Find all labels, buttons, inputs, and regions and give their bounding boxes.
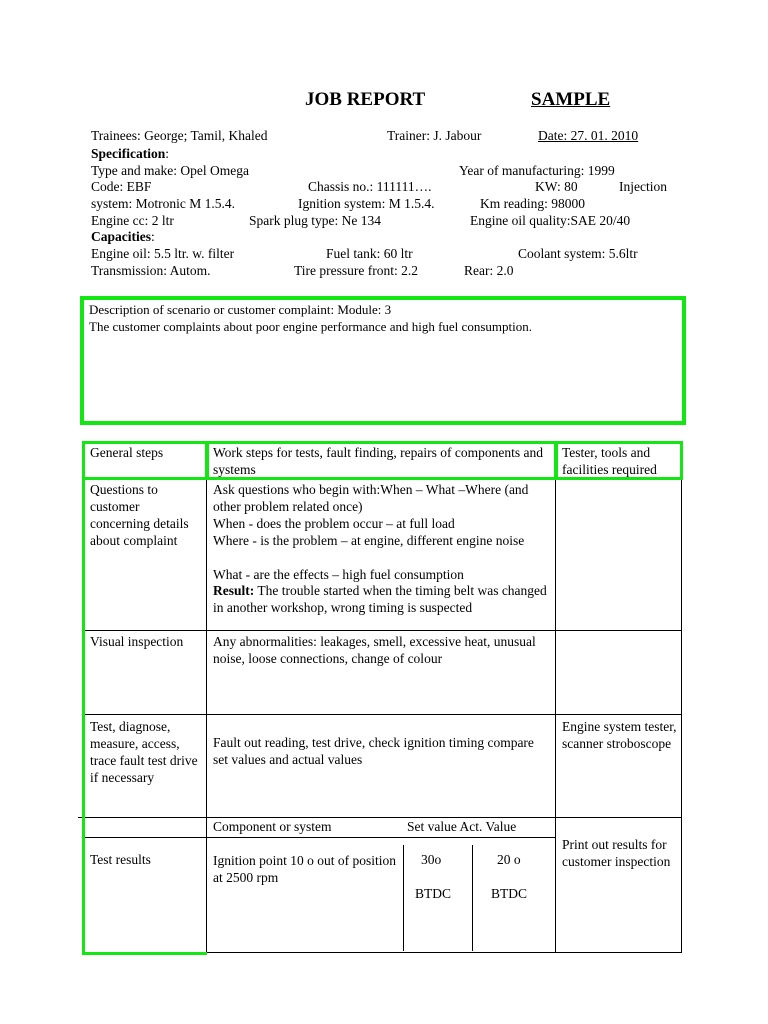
row1-result — [213, 582, 551, 616]
injection-label: Injection — [619, 179, 667, 194]
specification-heading: Specification: — [91, 146, 170, 161]
code: Code: EBF — [91, 179, 152, 194]
header-work-steps: Work steps for tests, fault finding, repairs of components and systems — [213, 445, 543, 477]
component-or-system-header: Component or system — [213, 819, 332, 834]
bottom-highlight-stripe — [82, 952, 207, 955]
row1-step-4: What - are the effects – high fuel consumption — [213, 567, 464, 582]
row1-step-3: Where - is the problem – at engine, different engine noise — [213, 533, 525, 548]
row2-text: Any abnormalities: leakages, smell, excessive heat, unusual noise, loose connections, change of colour — [213, 634, 536, 666]
table-border-bottom — [206, 952, 682, 953]
year-of-manufacturing: Year of manufacturing: 1999 — [459, 163, 615, 178]
table-divider-2 — [555, 444, 556, 953]
row1-label: Questions to customer concerning details about complaint — [90, 482, 189, 548]
engine-cc: Engine cc: 2 ltr — [91, 213, 174, 228]
date-text: Date: 27. 01. 2010 — [538, 128, 639, 143]
capacities-heading-label: Capacities — [91, 229, 151, 244]
row-divider-1 — [84, 630, 682, 631]
tire-pressure-rear: Rear: 2.0 — [464, 263, 514, 278]
spark-plug-type: Spark plug type: Ne 134 — [249, 213, 381, 228]
row4-tools: Print out results for customer inspection — [562, 837, 671, 869]
trainer-text: Trainer: J. Jabour — [387, 128, 482, 143]
set-value: 30o — [421, 852, 442, 867]
act-value-divider — [472, 845, 473, 951]
set-value-unit: BTDC — [415, 886, 452, 901]
transmission: Transmission: Autom. — [91, 263, 211, 278]
table-border-right — [681, 444, 682, 953]
specification-heading-label: Specification — [91, 146, 166, 161]
trainees-text: Trainees: George; Tamil, Khaled — [91, 128, 268, 143]
scenario-description: The customer complaints about poor engine performance and high fuel consumption. — [89, 319, 532, 334]
ignition-system: Ignition system: M 1.5.4. — [298, 196, 435, 211]
row1-step-2: When - does the problem occur – at full load — [213, 516, 455, 531]
injection-system: system: Motronic M 1.5.4. — [91, 196, 235, 211]
header-general-steps: General steps — [90, 445, 164, 460]
sample-label: SAMPLE — [531, 89, 611, 110]
act-value-unit: BTDC — [491, 886, 528, 901]
row-divider-3 — [78, 817, 682, 818]
set-act-value-header: Set value Act. Value — [407, 819, 517, 834]
test-results-label: Test results — [90, 852, 151, 867]
row-divider-4 — [84, 837, 556, 838]
type-make: Type and make: Opel Omega — [91, 163, 249, 178]
capacities-heading: Capacities: — [91, 229, 155, 244]
row3-tools: Engine system tester, scanner stroboscope — [562, 719, 677, 751]
header-tools: Tester, tools and facilities required — [562, 445, 657, 477]
result-label: Result: — [213, 583, 255, 598]
row2-label: Visual inspection — [90, 634, 184, 649]
engine-oil-quality: Engine oil quality:SAE 20/40 — [470, 213, 631, 228]
chassis-number: Chassis no.: 111111…. — [308, 179, 432, 194]
fuel-tank: Fuel tank: 60 ltr — [326, 246, 413, 261]
engine-oil-capacity: Engine oil: 5.5 ltr. w. filter — [91, 246, 235, 261]
row-divider-2 — [84, 714, 682, 715]
ignition-point-text: Ignition point 10 o out of position at 2500 rpm — [213, 853, 397, 885]
act-value: 20 o — [497, 852, 521, 867]
scenario-heading: Description of scenario or customer complaint: Module: 3 — [89, 302, 392, 317]
result-text: The trouble started when the timing belt was changed in another workshop, wrong timing is suspected — [213, 583, 547, 615]
set-value-divider — [403, 845, 404, 951]
tire-pressure-front: Tire pressure front: 2.2 — [294, 263, 418, 278]
report-title: JOB REPORT — [305, 89, 426, 110]
row3-label: Test, diagnose, measure, access, trace fault test drive if necessary — [90, 719, 198, 785]
kw: KW: 80 — [535, 179, 578, 194]
km-reading: Km reading: 98000 — [480, 196, 585, 211]
left-highlight-stripe — [82, 476, 85, 955]
row1-step-1: Ask questions who begin with:When – What –Where (and other problem related once) — [213, 482, 529, 514]
coolant-system: Coolant system: 5.6ltr — [518, 246, 638, 261]
row3-text: Fault out reading, test drive, check ignition timing compare set values and actual values — [213, 735, 534, 767]
table-divider-1 — [206, 444, 207, 953]
